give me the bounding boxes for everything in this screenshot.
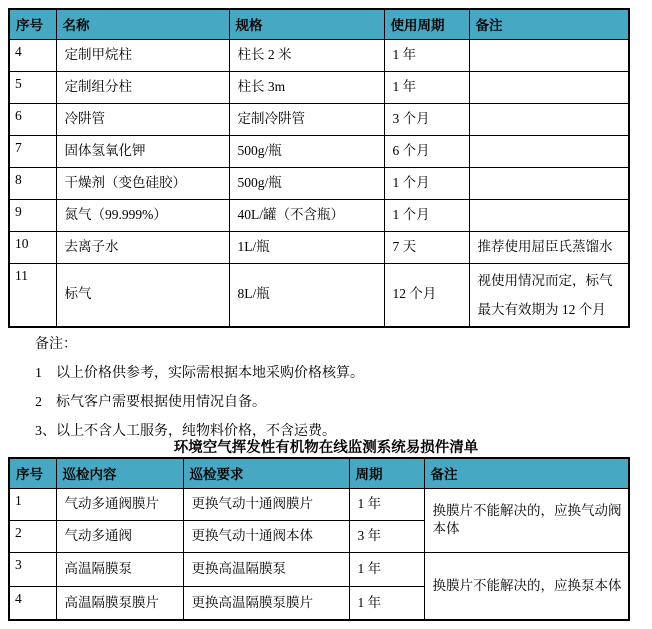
notes-heading: 备注： [35, 336, 77, 352]
table-row [9, 39, 629, 71]
cell-merged-remark: 换膜片不能解决的，应换气动阀本体 [424, 488, 629, 552]
cell-cycle: 3 个月 [384, 103, 469, 135]
cell-no: 7 [9, 135, 56, 167]
col-header-cycle: 周期 [349, 458, 424, 488]
cell-remark [469, 167, 629, 199]
col-header-no: 序号 [9, 9, 56, 39]
cell-remark [469, 103, 629, 135]
cell-no: 4 [9, 586, 56, 620]
table-row [9, 552, 629, 586]
cell-no: 5 [9, 71, 56, 103]
cell-content: 高温隔膜泵膜片 [56, 586, 183, 620]
col-header-name: 名称 [56, 9, 229, 39]
col-header-cycle: 使用周期 [384, 9, 469, 39]
cell-spec: 柱长 2 米 [229, 39, 384, 71]
cell-remark [469, 199, 629, 231]
cell-cycle: 1 年 [349, 552, 424, 586]
cell-no: 9 [9, 199, 56, 231]
cell-no: 3 [9, 552, 56, 586]
cell-requirement: 更换气动十通阀本体 [183, 520, 349, 552]
cell-no: 10 [9, 231, 56, 263]
col-header-content: 巡检内容 [56, 458, 183, 488]
table-row [9, 231, 629, 263]
cell-requirement: 更换高温隔膜泵膜片 [183, 586, 349, 620]
cell-cycle: 1 年 [349, 488, 424, 520]
table-row [9, 71, 629, 103]
cell-spec: 1L/瓶 [229, 231, 384, 263]
cell-cycle: 1 年 [384, 71, 469, 103]
cell-name: 干燥剂（变色硅胶） [56, 167, 229, 199]
cell-remark: 视使用情况而定，标气最大有效期为 12 个月 [469, 263, 629, 327]
table-row [9, 135, 629, 167]
wear-parts-table [8, 457, 630, 621]
cell-spec: 500g/瓶 [229, 167, 384, 199]
cell-cycle: 6 个月 [384, 135, 469, 167]
cell-name: 固体氢氧化钾 [56, 135, 229, 167]
cell-content: 气动多通阀膜片 [56, 488, 183, 520]
cell-content: 气动多通阀 [56, 520, 183, 552]
table-row [9, 167, 629, 199]
col-header-spec: 规格 [229, 9, 384, 39]
cell-no: 2 [9, 520, 56, 552]
cell-name: 定制组分柱 [56, 71, 229, 103]
cell-remark [469, 71, 629, 103]
cell-remark: 推荐使用屈臣氏蒸馏水 [469, 231, 629, 263]
cell-cycle: 1 个月 [384, 199, 469, 231]
table-row [9, 488, 629, 520]
cell-content: 高温隔膜泵 [56, 552, 183, 586]
cell-no: 8 [9, 167, 56, 199]
cell-name: 标气 [56, 263, 229, 327]
table-row [9, 263, 629, 327]
cell-requirement: 更换气动十通阀膜片 [183, 488, 349, 520]
cell-cycle: 1 年 [384, 39, 469, 71]
cell-no: 11 [9, 263, 56, 327]
cell-cycle: 1 年 [349, 586, 424, 620]
cell-cycle: 3 年 [349, 520, 424, 552]
note-item-2: 2 标气客户需要根据使用情况自备。 [35, 394, 266, 410]
col-header-no: 序号 [9, 458, 56, 488]
cell-cycle: 12 个月 [384, 263, 469, 327]
cell-no: 4 [9, 39, 56, 71]
cell-spec: 定制冷阱管 [229, 103, 384, 135]
cell-spec: 500g/瓶 [229, 135, 384, 167]
cell-requirement: 更换高温隔膜泵 [183, 552, 349, 586]
cell-spec: 40L/罐（不含瓶） [229, 199, 384, 231]
section-title: 环境空气挥发性有机物在线监测系统易损件清单 [173, 440, 479, 456]
col-header-requirement: 巡检要求 [183, 458, 349, 488]
consumables-header-row [9, 9, 629, 39]
cell-name: 冷阱管 [56, 103, 229, 135]
cell-cycle: 7 天 [384, 231, 469, 263]
cell-no: 6 [9, 103, 56, 135]
table-row [9, 103, 629, 135]
cell-name: 去离子水 [56, 231, 229, 263]
notes-section [8, 328, 628, 444]
consumables-table [8, 8, 630, 328]
cell-remark [469, 39, 629, 71]
table-row [9, 199, 629, 231]
note-item-3: 3、以上不含人工服务，纯物料价格，不含运费。 [35, 423, 336, 439]
col-header-remark: 备注 [424, 458, 629, 488]
cell-name: 定制甲烷柱 [56, 39, 229, 71]
cell-spec: 柱长 3m [229, 71, 384, 103]
cell-remark [469, 135, 629, 167]
cell-name: 氮气（99.999%） [56, 199, 229, 231]
wear-parts-header-row [9, 458, 629, 488]
cell-merged-remark: 换膜片不能解决的，应换泵本体 [424, 552, 629, 620]
col-header-remark: 备注 [469, 9, 629, 39]
cell-spec: 8L/瓶 [229, 263, 384, 327]
cell-cycle: 1 个月 [384, 167, 469, 199]
cell-no: 1 [9, 488, 56, 520]
note-item-1: 1 以上价格供参考，实际需根据本地采购价格核算。 [35, 365, 364, 381]
